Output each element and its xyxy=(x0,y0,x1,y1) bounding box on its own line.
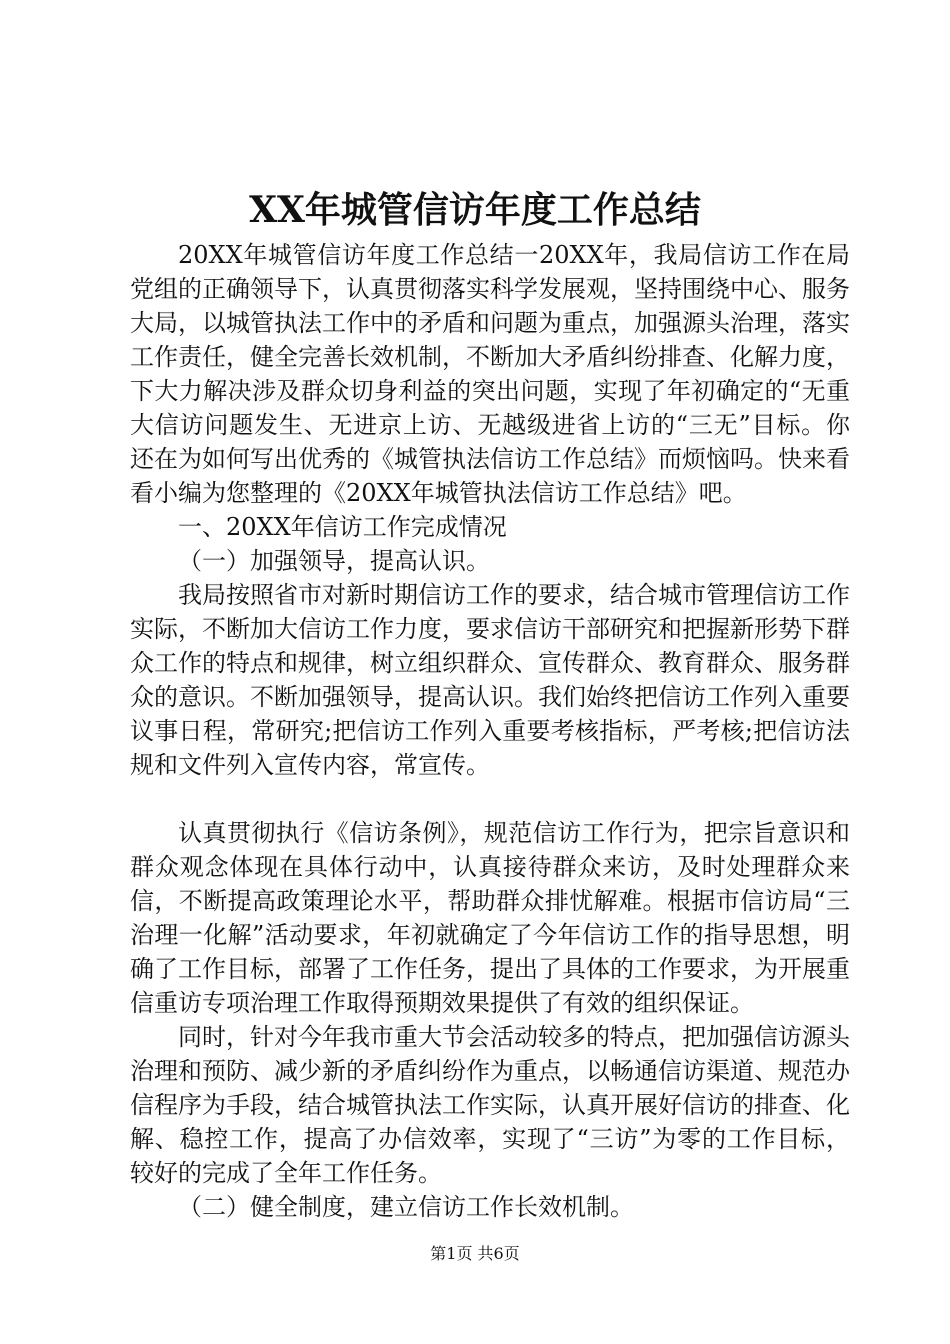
section-heading: 一、20XX年信访工作完成情况 xyxy=(178,513,507,541)
page-footer: 第1页 共6页 xyxy=(430,1244,520,1263)
document-body xyxy=(130,238,850,1224)
paragraph-spacer xyxy=(130,782,850,816)
intro-paragraph: 20XX年城管信访年度工作总结一20XX年，我局信访工作在局党组的正确领导下，认真贯彻落实科学发展观，坚持围绕中心、服务大局，以城管执法工作中的矛盾和问题为重点，加强源头治理，落实工作责任，健全完善长效机制，不断加大矛盾纠纷排查、化解力度，下大力解决涉及群众切身利益的突出问题，实现了年初确定的“无重大信访问题发生、无进京上访、无越级进省上访的“三无”目标。你还在为如何写出优秀的《城管执法信访工作总结》而烦恼吗。快来看看小编为您整理的《20XX年城管执法信访工作总结》吧。 xyxy=(130,241,850,507)
body-paragraph: 同时，针对今年我市重大节会活动较多的特点，把加强信访源头治理和预防、减少新的矛盾纠纷作为重点，以畅通信访渠道、规范办信程序为手段，结合城管执法工作实际，认真开展好信访的排查、化解、稳控工作，提高了办信效率，实现了“三访”为零的工作目标，较好的完成了全年工作任务。 xyxy=(130,1023,850,1187)
body-paragraph: 我局按照省市对新时期信访工作的要求，结合城市管理信访工作实际，不断加大信访工作力度，要求信访干部研究和把握新形势下群众工作的特点和规律，树立组织群众、宣传群众、教育群众、服务群众的意识。不断加强领导，提高认识。我们始终把信访工作列入重要议事日程，常研究;把信访工作列入重要考核指标，严考核;把信访法规和文件列入宣传内容，常宣传。 xyxy=(130,581,850,779)
document-title: XX年城管信访年度工作总结 xyxy=(249,189,701,231)
subsection-heading: （二）健全制度，建立信访工作长效机制。 xyxy=(178,1193,634,1221)
body-paragraph: 认真贯彻执行《信访条例》，规范信访工作行为，把宗旨意识和群众观念体现在具体行动中，认真接待群众来访，及时处理群众来信，不断提高政策理论水平，帮助群众排忧解难。根据市信访局“三治理一化解”活动要求，年初就确定了今年信访工作的指导思想，明确了工作目标，部署了工作任务，提出了具体的工作要求，为开展重信重访专项治理工作取得预期效果提供了有效的组织保证。 xyxy=(130,819,850,1017)
subsection-heading: （一）加强领导，提高认识。 xyxy=(178,547,490,575)
